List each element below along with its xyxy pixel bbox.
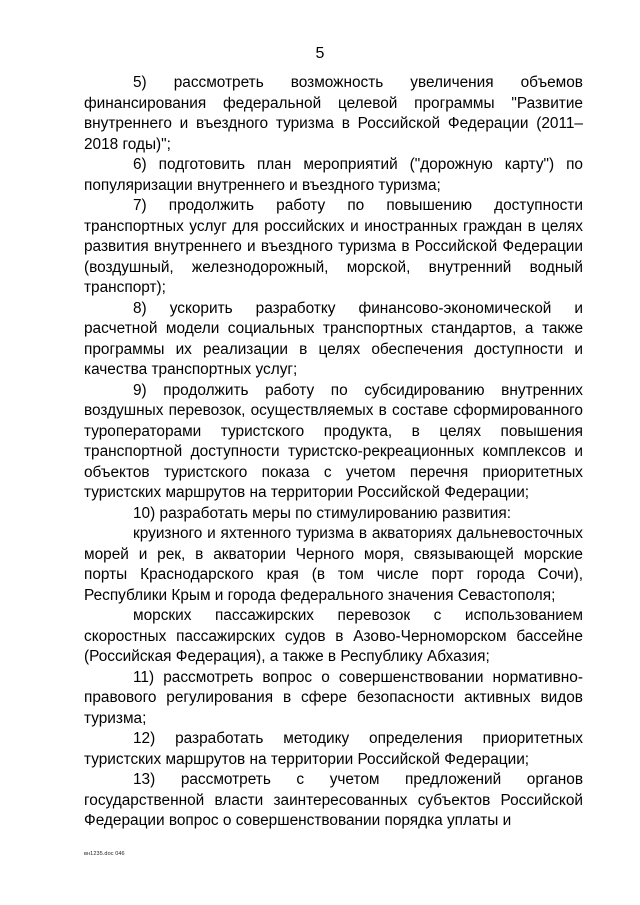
footer-file-code: вн1235.doc 046 [84, 851, 125, 857]
page-number: 5 [315, 45, 325, 62]
paragraph-item-7: 7) продолжить работу по повышению доступности транспортных услуг для российских и иностранных граждан в целях развития внутреннего и въездного туризма в Российской Федерации (воздушный, железнодорожный, морской, внутренний водный транспорт); [84, 197, 583, 296]
paragraph-item-11: 11) рассмотреть вопрос о совершенствовании нормативно-правового регулирования в сфере безопасности активных видов туризма; [84, 668, 583, 727]
paragraph-sea-transport: морских пассажирских перевозок с использованием скоростных пассажирских судов в Азово-Черноморском бассейне (Российская Федерация), а также в Республику Абхазия; [84, 607, 583, 665]
paragraph-cruise-tourism: круизного и яхтенного туризма в акваториях дальневосточных морей и рек, в акватории Черного моря, связывающей морские порты Краснодарского края (в том числе порт города Сочи), Республики Крым и города федерального значения Севастополя; [84, 525, 583, 604]
paragraph-item-6: 6) подготовить план мероприятий ("дорожную карту") по популяризации внутреннего и въездного туризма; [84, 156, 583, 194]
paragraph-item-9: 9) продолжить работу по субсидированию внутренних воздушных перевозок, осуществляемых в составе сформированного туроператорами туристского продукта, в целях повышения транспортной доступности туристско-рекреационных комплексов и объектов туристского показа с учетом перечня приоритетных туристских маршрутов на территории Российской Федерации; [84, 381, 583, 501]
paragraph-item-8: 8) ускорить разработку финансово-экономической и расчетной модели социальных транспортных стандартов, а также программы их реализации в целях обеспечения доступности и качества транспортных услуг; [84, 299, 583, 378]
paragraph-item-13: 13) рассмотреть с учетом предложений органов государственной власти заинтересованных субъектов Российской Федерации вопрос о совершенствовании порядка уплаты и [84, 771, 583, 829]
paragraph-item-10: 10) разработать меры по стимулированию развития: [133, 504, 511, 522]
paragraph-item-12: 12) разработать методику определения приоритетных туристских маршрутов на территории Российской Федерации; [84, 730, 583, 768]
document-body [84, 73, 583, 832]
paragraph-item-5: 5) рассмотреть возможность увеличения объемов финансирования федеральной целевой программы "Развитие внутреннего и въездного туризма в Российской Федерации (2011–2018 годы)"; [84, 74, 583, 153]
